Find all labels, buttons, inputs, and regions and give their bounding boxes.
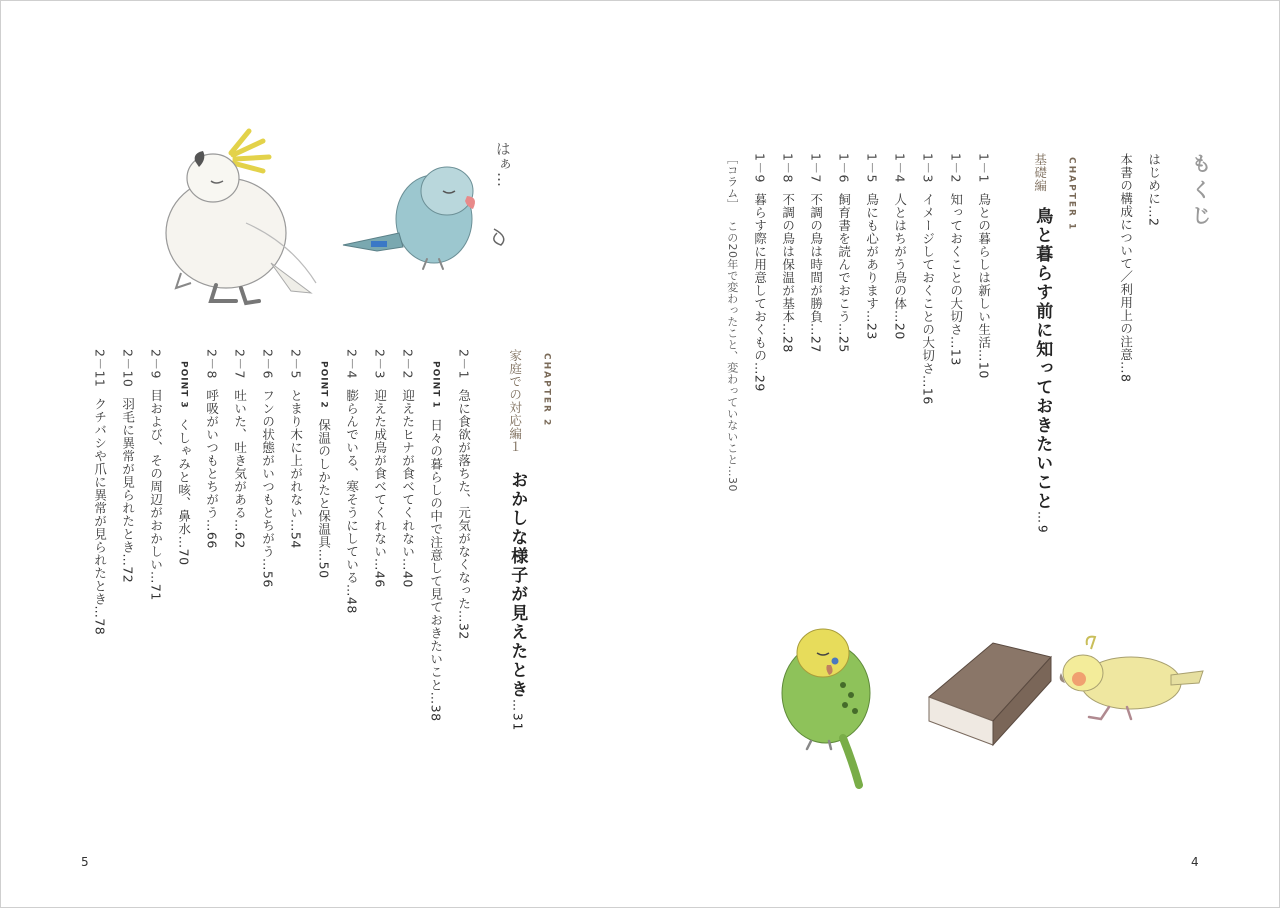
toc-entry-2-6[interactable] (260, 349, 276, 588)
point-label: POINT 3 (178, 361, 189, 409)
entry-text: 鳥との暮らしは新しい生活…10 (976, 192, 992, 379)
toc-entry-1-5[interactable] (864, 153, 880, 340)
entry-number: 1－9 (752, 153, 768, 183)
toc-entry-1-2[interactable] (948, 153, 964, 366)
toc-entry-1-7[interactable] (808, 153, 824, 353)
entry-text: 急に食欲が落ちた、元気がなくなった…32 (456, 388, 472, 640)
entry-number: 1－3 (920, 153, 936, 183)
toc-entry-1-4[interactable] (892, 153, 908, 340)
entry-text: 目および、その周辺がおかしい…71 (148, 388, 164, 601)
toc-title: もくじ (1188, 153, 1212, 231)
entry-text: とまり木に上がれない…54 (288, 388, 304, 549)
entry-number: 1－7 (808, 153, 824, 183)
quaker-parrot-illustration (339, 141, 519, 281)
budgie-illustration (771, 623, 881, 793)
toc-entry-2-5[interactable] (288, 349, 304, 549)
entry-number: 2－4 (344, 349, 360, 379)
toc-entry-1-1[interactable] (976, 153, 992, 379)
chapter2-sub: 家庭での対応編１ (507, 349, 523, 453)
entry-text: イメージしておくことの大切さ…16 (920, 192, 936, 405)
entry-number: 2－1 (456, 349, 472, 379)
entry-text: 不調の鳥は保温が基本…28 (780, 192, 796, 353)
page-number-left: 5 (81, 855, 89, 869)
toc-entry-point-3[interactable] (176, 361, 192, 566)
entry-text: フンの状態がいつもとちがう…56 (260, 388, 276, 588)
cockatiel-illustration (1031, 633, 1206, 728)
entry-text: クチバシや爪に異常が見られたとき…78 (92, 397, 108, 636)
toc-front-item-2[interactable]: 本書の構成について／利用上の注意…8 (1118, 153, 1134, 383)
entry-text: 羽毛に異常が見られたとき…72 (120, 397, 136, 584)
entry-text: 呼吸がいつもとちがう…66 (204, 388, 220, 549)
entry-number: 1－5 (864, 153, 880, 183)
entry-text: 迎えたヒナが食べてくれない…40 (400, 388, 416, 588)
toc-entry-point-1[interactable] (428, 361, 444, 722)
toc-entry-2-11[interactable] (92, 349, 108, 635)
entry-number: 2－3 (372, 349, 388, 379)
entry-text: くしゃみと咳、鼻水…70 (176, 418, 192, 566)
entry-text: 鳥にも心があります…23 (864, 192, 880, 340)
entry-number: 2－2 (400, 349, 416, 379)
entry-text: 保温のしかたと保温具…50 (316, 418, 332, 579)
entry-number: ［コラム］ (725, 153, 739, 211)
toc-entry-2-10[interactable] (120, 349, 136, 583)
entry-number: 1－1 (976, 153, 992, 183)
chapter2-heading-text: おかしな様子が見えたとき (507, 471, 528, 699)
entry-text: 暮らす際に用意しておくもの…29 (752, 192, 768, 392)
entry-number: 1－8 (780, 153, 796, 183)
entry-text: 飼育書を読んでおこう…25 (836, 192, 852, 353)
entry-text: 人とはちがう鳥の体…20 (892, 192, 908, 340)
point-label: POINT 2 (318, 361, 329, 409)
chapter1-heading-page: …9 (1035, 511, 1050, 535)
chapter1-label: CHAPTER 1 (1066, 157, 1077, 232)
entry-number: 1－6 (836, 153, 852, 183)
chapter1-heading[interactable] (1031, 207, 1052, 535)
toc-entry-2-3[interactable] (372, 349, 388, 588)
toc-entry-2-9[interactable] (148, 349, 164, 601)
entry-number: 2－5 (288, 349, 304, 379)
toc-entry-2-2[interactable] (400, 349, 416, 588)
entry-text: この20年で変わったこと、変わっていないこと…30 (725, 220, 739, 492)
entry-text: 膨らんでいる、寒そうにしている…48 (344, 388, 360, 614)
entry-number: 1－2 (948, 153, 964, 183)
chapter2-heading[interactable] (506, 471, 527, 732)
entry-number: 1－4 (892, 153, 908, 183)
bird-sound-text: はぁ… (493, 141, 512, 188)
toc-entry-point-2[interactable] (316, 361, 332, 579)
entry-number: 2－11 (92, 349, 108, 388)
toc-entry-1-9[interactable] (752, 153, 768, 392)
toc-entry-2-8[interactable] (204, 349, 220, 549)
toc-entry-1-6[interactable] (836, 153, 852, 353)
point-label: POINT 1 (430, 361, 441, 409)
entry-number: 2－10 (120, 349, 136, 388)
toc-entry-2-4[interactable] (344, 349, 360, 614)
entry-text: 吐いた、吐き気がある…62 (232, 388, 248, 549)
chapter2-heading-page: …31 (510, 699, 525, 733)
cockatoo-illustration (151, 123, 326, 308)
entry-text: 日々の暮らしの中で注意して見ておきたいこと…38 (428, 418, 444, 722)
toc-entry-1-8[interactable] (780, 153, 796, 353)
toc-entry-column[interactable] (725, 153, 739, 492)
entry-text: 不調の鳥は時間が勝負…27 (808, 192, 824, 353)
toc-entry-1-3[interactable] (920, 153, 936, 405)
chapter1-heading-text: 鳥と暮らす前に知っておきたいこと (1032, 207, 1053, 511)
chapter1-sub: 基礎編 (1032, 153, 1048, 192)
toc-entry-2-7[interactable] (232, 349, 248, 549)
entry-text: 知っておくことの大切さ…13 (948, 192, 964, 366)
entry-number: 2－8 (204, 349, 220, 379)
chapter2-label: CHAPTER 2 (541, 353, 552, 428)
entry-number: 2－7 (232, 349, 248, 379)
toc-front-item-1[interactable]: はじめに…2 (1146, 153, 1162, 227)
entry-text: 迎えた成鳥が食べてくれない…46 (372, 388, 388, 588)
entry-number: 2－9 (148, 349, 164, 379)
page-number-right: 4 (1191, 855, 1199, 869)
entry-number: 2－6 (260, 349, 276, 379)
toc-entry-2-1[interactable] (456, 349, 472, 640)
